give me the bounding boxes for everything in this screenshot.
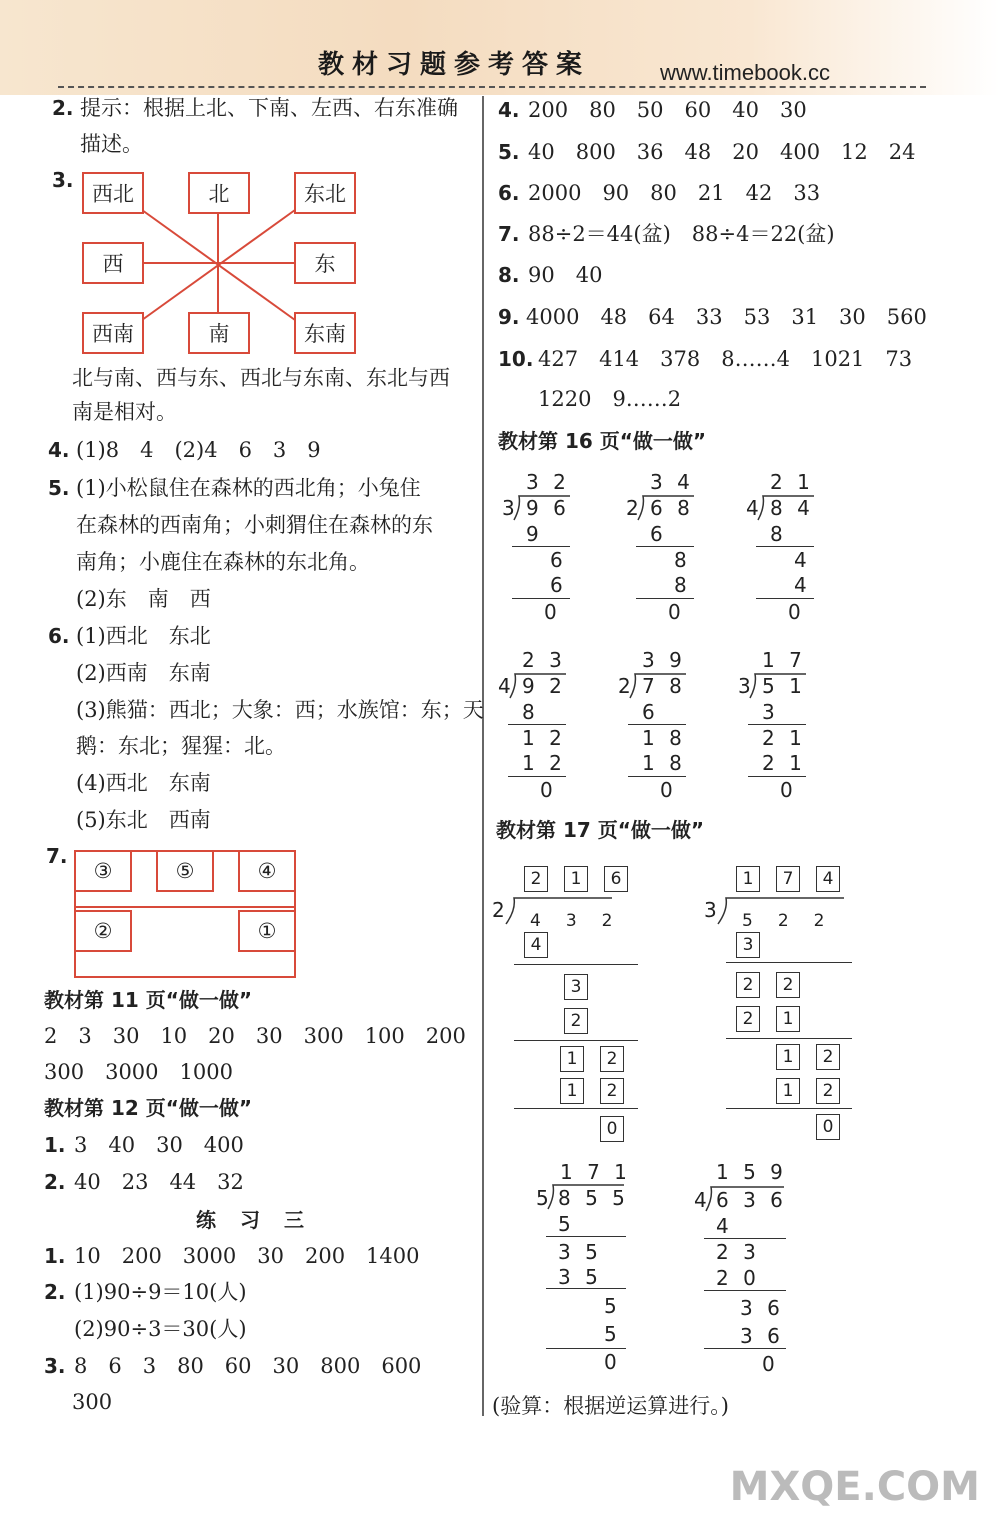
div16-5-divisor: 3 bbox=[738, 674, 755, 698]
div17c-r2: 5 bbox=[604, 1294, 621, 1318]
q6-line1: (1)西北 东北 bbox=[76, 624, 211, 648]
div16-3-step1: 8 bbox=[522, 700, 539, 724]
q6-line5: (4)西北 东南 bbox=[76, 771, 211, 795]
r9-number: 9. bbox=[498, 305, 520, 329]
q2-line2: 描述。 bbox=[80, 132, 143, 156]
r5-text: 40 800 36 48 20 400 12 24 bbox=[528, 140, 916, 164]
div17c-rule3 bbox=[546, 1348, 626, 1349]
q7-cell-4: ④ bbox=[238, 850, 296, 892]
div16-3-rule2 bbox=[508, 776, 566, 777]
box17b-r1-1[interactable]: 2 bbox=[776, 972, 800, 998]
q7-map-road bbox=[74, 906, 296, 908]
div16-5-step2: 2 1 bbox=[762, 751, 806, 775]
div16-4-rule2 bbox=[628, 776, 686, 777]
q4-text: (1)8 4 (2)4 6 3 9 bbox=[76, 438, 321, 462]
div16-2-quotient: 2 1 bbox=[770, 470, 814, 494]
box17b-s1[interactable]: 3 bbox=[736, 932, 760, 958]
div17d-quotient: 1 5 9 bbox=[716, 1160, 787, 1184]
div16-3-divisor: 4 bbox=[498, 674, 515, 698]
r7-text: 88÷2＝44(盆) 88÷4＝22(盆) bbox=[528, 222, 835, 246]
header-url: www.timebook.cc bbox=[660, 60, 830, 85]
q7-cell-3: ③ bbox=[74, 850, 132, 892]
q6-line4: 鹅：东北；猩猩：北。 bbox=[76, 734, 286, 758]
box17a-s3-0[interactable]: 1 bbox=[560, 1078, 584, 1104]
q3-number: 3. bbox=[52, 168, 74, 192]
box17b-r[interactable]: 0 bbox=[816, 1114, 840, 1140]
div16-2-step2: 4 bbox=[794, 573, 811, 597]
div17c-rule2 bbox=[546, 1288, 626, 1289]
div17c-s3: 5 bbox=[604, 1322, 621, 1346]
q7-cell-2: ② bbox=[74, 910, 132, 952]
box17b-r2-0[interactable]: 1 bbox=[776, 1044, 800, 1070]
q7-number: 7. bbox=[46, 844, 68, 868]
box17a-q2[interactable]: 6 bbox=[604, 866, 628, 892]
p11-title: 教材第 11 页“做一做” bbox=[44, 988, 253, 1012]
page-title: 教材习题参考答案 bbox=[318, 50, 591, 80]
div16-4-rule1 bbox=[628, 724, 686, 725]
div16-0-remainder1: 6 bbox=[550, 548, 567, 572]
div16-2-bracket bbox=[756, 494, 816, 522]
compass-se: 东南 bbox=[294, 312, 356, 354]
div16-3-dividend: 9 2 bbox=[522, 674, 566, 698]
div17c-quotient: 1 7 1 bbox=[560, 1160, 631, 1184]
div16-1-dividend: 6 8 bbox=[650, 496, 694, 520]
r6-text: 2000 90 80 21 42 33 bbox=[528, 181, 821, 205]
box17b-r1-0[interactable]: 2 bbox=[736, 972, 760, 998]
p11-line2: 300 3000 1000 bbox=[44, 1060, 233, 1084]
div16-2-rule2 bbox=[756, 598, 814, 599]
box17b-q1[interactable]: 7 bbox=[776, 866, 800, 892]
div17d-rule1 bbox=[704, 1238, 786, 1239]
div16-0-step2: 6 bbox=[550, 573, 567, 597]
div16-1-rule2 bbox=[636, 598, 694, 599]
ex3-a3-number: 3. bbox=[44, 1354, 66, 1378]
r8-number: 8. bbox=[498, 263, 520, 287]
div17c-divisor: 5 bbox=[536, 1186, 553, 1210]
verification-note: (验算：根据逆运算进行。) bbox=[492, 1394, 729, 1418]
box17a-dividend: 4 3 2 bbox=[530, 911, 617, 931]
q3-line1: 北与南、西与东、西北与东南、东北与西 bbox=[72, 366, 450, 390]
div17d-divisor: 4 bbox=[694, 1188, 711, 1212]
div16-0-divisor: 3 bbox=[502, 496, 519, 520]
ex3-a3a: 8 6 3 80 60 30 800 600 bbox=[74, 1354, 422, 1378]
box17b-rule2 bbox=[726, 1038, 852, 1039]
box17a-rule3 bbox=[514, 1108, 638, 1109]
div16-2-step1: 8 bbox=[770, 522, 787, 546]
q6-line3: (3)熊猫：西北；大象：西；水族馆：东；天 bbox=[76, 698, 484, 722]
r4-number: 4. bbox=[498, 98, 520, 122]
r5-number: 5. bbox=[498, 140, 520, 164]
r6-number: 6. bbox=[498, 181, 520, 205]
div16-4-remainder1: 1 8 bbox=[642, 726, 686, 750]
div16-2-rule1 bbox=[756, 546, 814, 547]
watermark-logo: MXQE.COM bbox=[729, 1464, 980, 1510]
div16-4-step1: 6 bbox=[642, 700, 659, 724]
q5-line3: 南角；小鹿住在森林的东北角。 bbox=[76, 550, 370, 574]
compass-s: 南 bbox=[188, 312, 250, 354]
div17d-rule3 bbox=[704, 1348, 786, 1349]
div16-1-divisor: 2 bbox=[626, 496, 643, 520]
p12-a1: 3 40 30 400 bbox=[74, 1133, 244, 1157]
q5-line2: 在森林的西南角；小刺猬住在森林的东 bbox=[76, 513, 433, 537]
div16-4-divisor: 2 bbox=[618, 674, 635, 698]
div17d-s1: 4 bbox=[716, 1214, 733, 1238]
q5-number: 5. bbox=[48, 476, 70, 500]
box17a-r1[interactable]: 3 bbox=[564, 974, 588, 1000]
div16-4-bracket bbox=[628, 672, 688, 700]
div17c-s2: 3 5 bbox=[558, 1265, 602, 1289]
div16-1-rule1 bbox=[636, 546, 694, 547]
div16-4-quotient: 3 9 bbox=[642, 648, 686, 672]
box17b-s2-0[interactable]: 2 bbox=[736, 1006, 760, 1032]
div16-1-bracket bbox=[636, 494, 696, 522]
div16-0-step1: 9 bbox=[526, 522, 543, 546]
compass-n: 北 bbox=[188, 172, 250, 214]
r8-text: 90 40 bbox=[528, 263, 603, 287]
box17a-q0[interactable]: 2 bbox=[524, 866, 548, 892]
p12-a2-number: 2. bbox=[44, 1170, 66, 1194]
q6-line2: (2)西南 东南 bbox=[76, 661, 211, 685]
p12-a2: 40 23 44 32 bbox=[74, 1170, 244, 1194]
div16-4-remainder: 0 bbox=[660, 778, 677, 802]
div16-1-remainder1: 8 bbox=[674, 548, 691, 572]
div16-5-dividend: 5 1 bbox=[762, 674, 806, 698]
div17c-r: 0 bbox=[604, 1350, 621, 1374]
q2-number: 2. bbox=[52, 96, 74, 120]
q7-cell-1: ① bbox=[238, 910, 296, 952]
div16-4-step2: 1 8 bbox=[642, 751, 686, 775]
div16-5-step1: 3 bbox=[762, 700, 779, 724]
compass-ne: 东北 bbox=[294, 172, 356, 214]
box17b-q0[interactable]: 1 bbox=[736, 866, 760, 892]
div16-5-rule1 bbox=[748, 724, 806, 725]
div17d-dividend: 6 3 6 bbox=[716, 1188, 787, 1212]
div16-2-divisor: 4 bbox=[746, 496, 763, 520]
box17a-r2-1[interactable]: 2 bbox=[600, 1046, 624, 1072]
div16-2-remainder: 0 bbox=[788, 600, 805, 624]
box17b-r2-1[interactable]: 2 bbox=[816, 1044, 840, 1070]
p17-title: 教材第 17 页“做一做” bbox=[496, 818, 705, 842]
div16-2-remainder1: 4 bbox=[794, 548, 811, 572]
div17d-r: 0 bbox=[762, 1352, 779, 1376]
p16-title: 教材第 16 页“做一做” bbox=[498, 429, 707, 453]
div16-5-bracket bbox=[748, 672, 808, 700]
ex3-a2b: (2)90÷3＝30(人) bbox=[74, 1317, 247, 1341]
div17d-r1: 2 3 bbox=[716, 1240, 760, 1264]
box17b-s2-1[interactable]: 1 bbox=[776, 1006, 800, 1032]
div16-0-bracket bbox=[512, 494, 572, 522]
div17d-s3: 3 6 bbox=[740, 1324, 784, 1348]
box17a-r[interactable]: 0 bbox=[600, 1116, 624, 1142]
div17d-s2: 2 0 bbox=[716, 1266, 760, 1290]
div16-5-remainder: 0 bbox=[780, 778, 797, 802]
q3-line2: 南是相对。 bbox=[72, 400, 177, 424]
box17a-rule1 bbox=[514, 964, 638, 965]
div16-3-bracket bbox=[508, 672, 568, 700]
p12-a1-number: 1. bbox=[44, 1133, 66, 1157]
box17b-divisor: 3 bbox=[704, 898, 721, 922]
div17c-r1: 3 5 bbox=[558, 1240, 602, 1264]
r9-text: 4000 48 64 33 53 31 30 560 bbox=[526, 305, 927, 329]
q5-line1: (1)小松鼠住在森林的西北角；小兔住 bbox=[76, 476, 421, 500]
box17b-q2[interactable]: 4 bbox=[816, 866, 840, 892]
ex3-a3b: 300 bbox=[72, 1390, 113, 1414]
div16-1-step2: 8 bbox=[674, 573, 691, 597]
div17d-r2: 3 6 bbox=[740, 1296, 784, 1320]
div16-1-remainder: 0 bbox=[668, 600, 685, 624]
compass-w: 西 bbox=[82, 242, 144, 284]
box17a-q1[interactable]: 1 bbox=[564, 866, 588, 892]
r7-number: 7. bbox=[498, 222, 520, 246]
box17a-s3-1[interactable]: 2 bbox=[600, 1078, 624, 1104]
div17c-s1: 5 bbox=[558, 1212, 575, 1236]
div16-4-dividend: 7 8 bbox=[642, 674, 686, 698]
div16-3-remainder: 0 bbox=[540, 778, 557, 802]
column-divider bbox=[482, 96, 484, 1416]
div16-2-dividend: 8 4 bbox=[770, 496, 814, 520]
div16-3-rule1 bbox=[508, 724, 566, 725]
r10-line1: 427 414 378 8……4 1021 73 bbox=[538, 347, 913, 371]
r4-text: 200 80 50 60 40 30 bbox=[528, 98, 807, 122]
ex3-a2a: (1)90÷9＝10(人) bbox=[74, 1280, 247, 1304]
div16-3-quotient: 2 3 bbox=[522, 648, 566, 672]
div16-0-remainder: 0 bbox=[544, 600, 561, 624]
div16-5-quotient: 1 7 bbox=[762, 648, 806, 672]
div16-0-quotient: 3 2 bbox=[526, 470, 570, 494]
div17c-dividend: 8 5 5 bbox=[558, 1186, 629, 1210]
q7-cell-5: ⑤ bbox=[156, 850, 214, 892]
q6-number: 6. bbox=[48, 624, 70, 648]
q4-number: 4. bbox=[48, 438, 70, 462]
box17b-s3-0[interactable]: 1 bbox=[776, 1078, 800, 1104]
p12-title: 教材第 12 页“做一做” bbox=[44, 1096, 253, 1120]
box17b-s3-1[interactable]: 2 bbox=[816, 1078, 840, 1104]
div16-1-step1: 6 bbox=[650, 522, 667, 546]
div16-0-rule1 bbox=[512, 546, 570, 547]
box17b-dividend: 5 2 2 bbox=[742, 911, 829, 931]
box17b-rule3 bbox=[726, 1108, 852, 1109]
r10-line2: 1220 9……2 bbox=[538, 387, 682, 411]
p11-line1: 2 3 30 10 20 30 300 100 200 bbox=[44, 1024, 466, 1048]
div16-5-remainder1: 2 1 bbox=[762, 726, 806, 750]
ex3-a1: 10 200 3000 30 200 1400 bbox=[74, 1244, 420, 1268]
div16-0-dividend: 9 6 bbox=[526, 496, 570, 520]
q2-line1: 提示：根据上北、下南、左西、右东准确 bbox=[80, 96, 458, 120]
div16-0-rule2 bbox=[512, 598, 570, 599]
box17a-divisor: 2 bbox=[492, 898, 509, 922]
ex3-a2-number: 2. bbox=[44, 1280, 66, 1304]
div16-3-step2: 1 2 bbox=[522, 751, 566, 775]
div16-1-quotient: 3 4 bbox=[650, 470, 694, 494]
div16-3-remainder1: 1 2 bbox=[522, 726, 566, 750]
box17a-s1[interactable]: 4 bbox=[524, 932, 548, 958]
q6-line6: (5)东北 西南 bbox=[76, 808, 211, 832]
box17a-s2[interactable]: 2 bbox=[564, 1008, 588, 1034]
div17d-rule2 bbox=[704, 1290, 786, 1291]
r10-number: 10. bbox=[498, 347, 534, 371]
ex3-title: 练 习 三 bbox=[196, 1208, 306, 1232]
box17a-r2-0[interactable]: 1 bbox=[560, 1046, 584, 1072]
div16-5-rule2 bbox=[748, 776, 806, 777]
div17c-rule1 bbox=[546, 1236, 626, 1237]
header-dashed-rule bbox=[58, 86, 926, 88]
q5-line4: (2)东 南 西 bbox=[76, 587, 211, 611]
box17a-rule2 bbox=[514, 1040, 638, 1041]
compass-e: 东 bbox=[294, 242, 356, 284]
box17b-rule1 bbox=[726, 962, 852, 963]
compass-nw: 西北 bbox=[82, 172, 144, 214]
compass-sw: 西南 bbox=[82, 312, 144, 354]
ex3-a1-number: 1. bbox=[44, 1244, 66, 1268]
